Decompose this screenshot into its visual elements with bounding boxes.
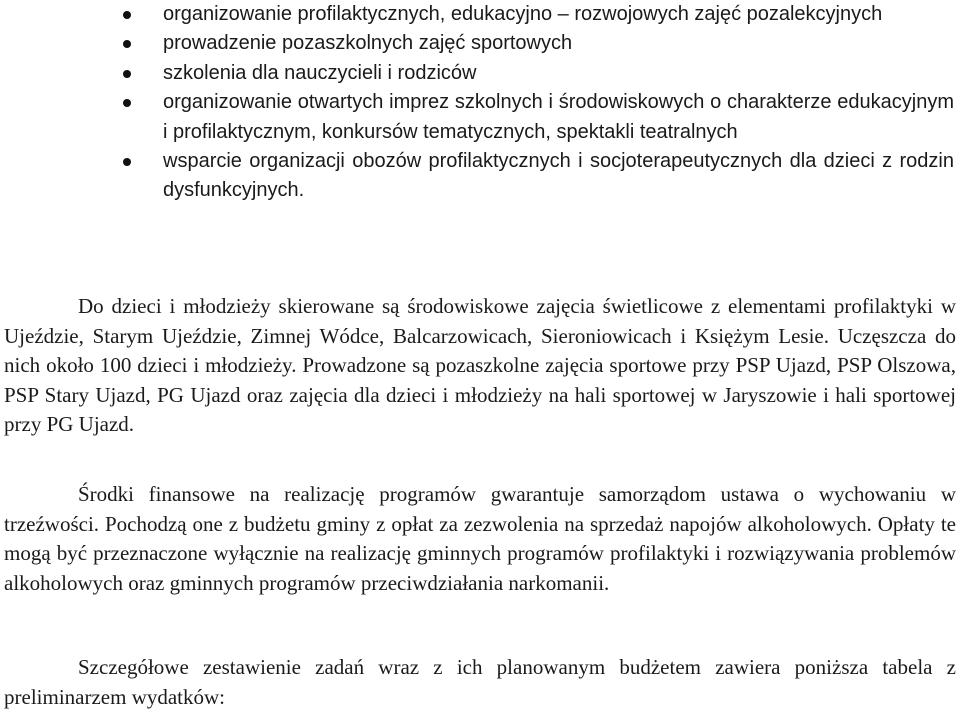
bullet-text: prowadzenie pozaszkolnych zajęć sportowych xyxy=(163,32,573,55)
paragraph-budget-table-intro: Szczegółowe zestawienie zadań wraz z ich planowanym budżetem zawiera poniższa tabela z preliminarzem wydatków: xyxy=(4,655,956,709)
bullet-icon xyxy=(123,11,131,19)
bullet-item xyxy=(163,88,954,147)
bullet-text: organizowanie profilaktycznych, edukacyjno – rozwojowych zajęć pozalekcyjnych xyxy=(163,3,883,25)
bullet-icon xyxy=(123,99,131,107)
bullet-text: wsparcie organizacji obozów profilaktycznych i socjoterapeutycznych dla dzieci z rodzin dysfunkcyjnych. xyxy=(163,150,954,202)
bullet-text: organizowanie otwartych imprez szkolnych i środowiskowych o charakterze edukacyjnym i profilaktycznym, konkursów tematycznych, spektakli teatralnych xyxy=(163,91,954,143)
bullet-item xyxy=(163,29,954,58)
bullet-icon xyxy=(123,70,131,78)
bullet-icon xyxy=(123,158,131,166)
bullet-text: szkolenia dla nauczycieli i rodziców xyxy=(163,61,477,84)
bullet-item xyxy=(163,147,954,206)
activity-bullet-list xyxy=(0,0,960,206)
paragraph-funding: Środki finansowe na realizację programów gwarantuje samorządom ustawa o wychowaniu w trzeźwości. Pochodzą one z budżetu gminy z opłat za zezwolenia na sprzedaż napojów alkoholowych. Opłaty te mogą być przeznaczone wyłącznie na realizację gminnych programów profilaktyki i rozwiązywania problemów alkoholowych oraz gminnych programów przeciwdziałania narkomanii. xyxy=(4,482,956,595)
paragraph-community-activities: Do dzieci i młodzieży skierowane są środowiskowe zajęcia świetlicowe z elementami profilaktyki w Ujeździe, Starym Ujeździe, Zimnej Wódce, Balcarzowicach, Sieroniowicach i Księżym Lesie. Uczęszcza do nich około 100 dzieci i młodzieży. Prowadzone są pozaszkolne zajęcia sportowe przy PSP Ujazd, PSP Olszowa, PSP Stary Ujazd, PG Ujazd oraz zajęcia dla dzieci i młodzieży na hali sportowej w Jaryszowie i hali sportowej przy PG Ujazd. xyxy=(4,294,956,436)
bullet-item xyxy=(163,0,954,29)
bullet-icon xyxy=(123,40,131,48)
bullet-item xyxy=(163,59,954,88)
